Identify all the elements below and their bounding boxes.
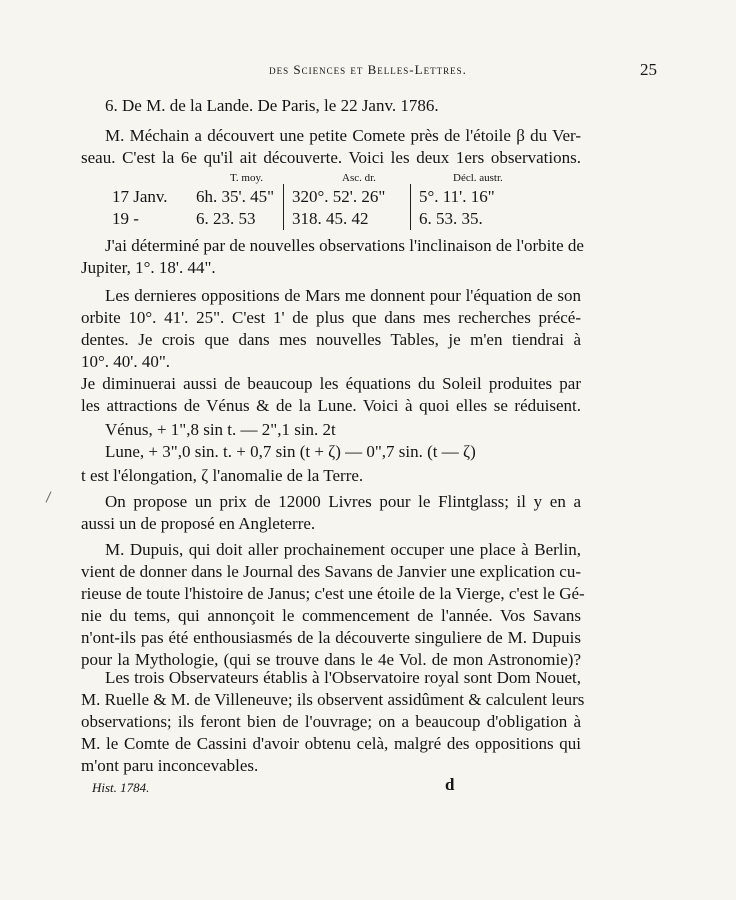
table-header-asc: Asc. dr. (342, 172, 376, 184)
gathering-signature: d (445, 775, 455, 794)
para3-line-4: 10°. 40'. 40". (81, 352, 171, 371)
para6-line-1: M. Dupuis, qui doit aller prochainement occuper une place à Berlin, (105, 540, 581, 559)
table-row-2-time: 6. 23. 53 (196, 209, 256, 228)
para7-line-3: observations; ils feront bien de l'ouvrage; on a beaucoup d'obligation à (81, 712, 581, 731)
letter-heading: 6. De M. de la Lande. De Paris, le 22 Janv. 1786. (105, 96, 439, 115)
page-number: 25 (640, 60, 657, 79)
para7-line-1: Les trois Observateurs établis à l'Observatoire royal sont Dom Nouet, (105, 668, 581, 687)
para2-line-1: J'ai déterminé par de nouvelles observations l'inclinaison de l'orbite de (105, 236, 584, 255)
table-divider-1 (283, 184, 284, 230)
running-head: des Sciences et Belles-Lettres. (269, 62, 467, 77)
para2-line-2: Jupiter, 1°. 18'. 44". (81, 258, 216, 277)
para5-line-2: aussi un de proposé en Angleterre. (81, 514, 316, 533)
table-row-1-time: 6h. 35'. 45" (196, 187, 275, 206)
para6-line-4: nie du tems, qui annonçoit le commencement de l'année. Vos Savans (81, 606, 581, 625)
table-divider-2 (410, 184, 411, 230)
footer-signature-mark: Hist. 1784. (92, 780, 150, 795)
formula-note: t est l'élongation, ζ l'anomalie de la Terre. (81, 466, 364, 485)
para6-line-2: vient de donner dans le Journal des Savans de Janvier une explication cu- (81, 562, 581, 581)
para6-line-3: rieuse de toute l'histoire de Janus; c'est une étoile de la Vierge, c'est le Gé- (81, 584, 585, 603)
table-row-1-decl: 5°. 11'. 16" (419, 187, 495, 206)
para7-line-4: M. le Comte de Cassini d'avoir obtenu celà, malgré des oppositions qui (81, 734, 581, 753)
para3-line-3: dentes. Je crois que dans mes nouvelles Tables, je m'en tiendrai à (81, 330, 581, 349)
para4-line-2: les attractions de Vénus & de la Lune. Voici à quoi elles se réduisent. (81, 396, 581, 415)
para4-line-1: Je diminuerai aussi de beaucoup les équations du Soleil produites par (81, 374, 581, 393)
table-row-2-asc: 318. 45. 42 (292, 209, 369, 228)
para5-line-1: On propose un prix de 12000 Livres pour le Flintglass; il y en a (105, 492, 581, 511)
para7-line-2: M. Ruelle & M. de Villeneuve; ils observent assidûment & calculent leurs (81, 690, 585, 709)
margin-mark (46, 491, 52, 502)
para7-line-5: m'ont paru inconcevables. (81, 756, 259, 775)
table-header-decl: Décl. austr. (453, 172, 503, 184)
para3-line-1: Les dernieres oppositions de Mars me donnent pour l'équation de son (105, 286, 581, 305)
table-row-1-asc: 320°. 52'. 26" (292, 187, 386, 206)
formula-lune: Lune, + 3",0 sin. t. + 0,7 sin (t + ζ) — 0",7 sin. (t — ζ) (105, 442, 476, 461)
formula-venus: Vénus, + 1",8 sin t. — 2",1 sin. 2t (105, 420, 336, 439)
para6-line-5: n'ont-ils pas été enthousiasmés de la découverte singuliere de M. Dupuis (81, 628, 581, 647)
table-header-time: T. moy. (230, 172, 263, 184)
para6-line-6: pour la Mythologie, (qui se trouve dans le 4e Vol. de mon Astronomie)? (81, 650, 581, 669)
table-row-2-decl: 6. 53. 35. (419, 209, 483, 228)
para3-line-2: orbite 10°. 41'. 25". C'est 1' de plus que dans mes recherches précé- (81, 308, 581, 327)
para1-line-2: seau. C'est la 6e qu'il ait découverte. Voici les deux 1ers observations. (81, 148, 581, 167)
table-row-1-date: 17 Janv. (112, 187, 168, 206)
table-row-2-date: 19 - (112, 209, 139, 228)
para1-line-1: M. Méchain a découvert une petite Comete près de l'étoile β du Ver- (105, 126, 581, 145)
